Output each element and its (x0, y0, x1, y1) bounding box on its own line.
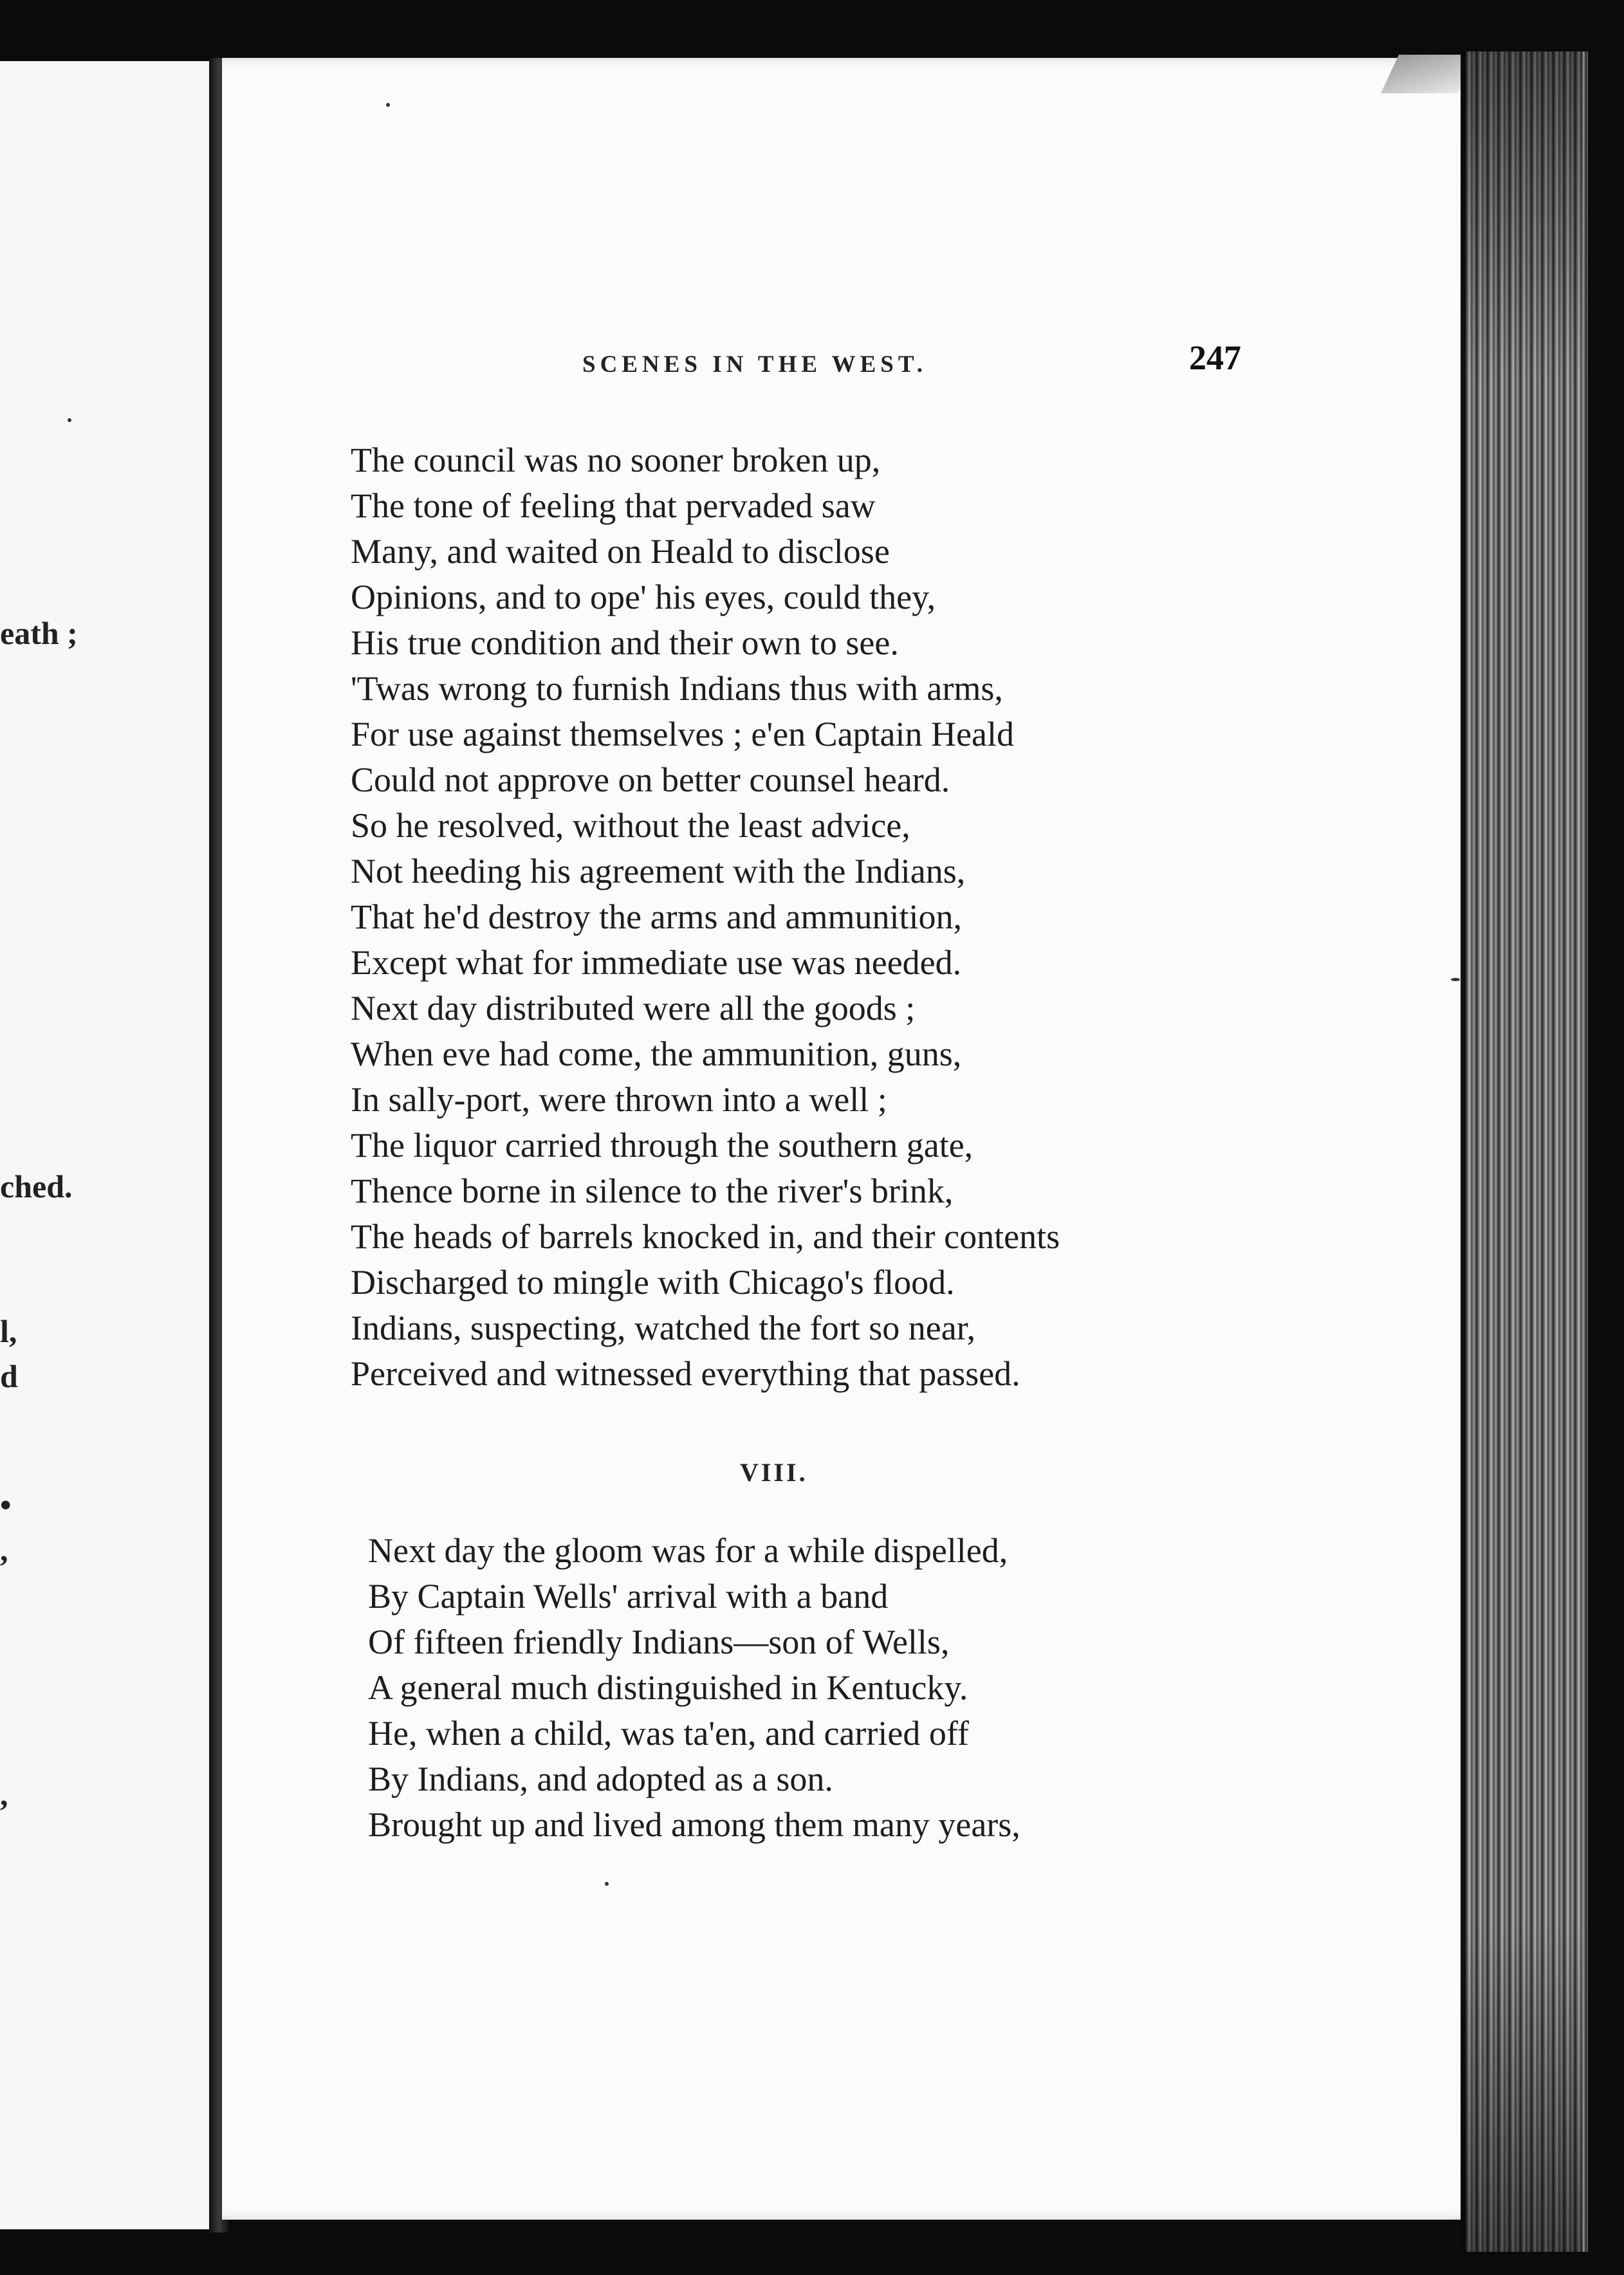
paper-speck (1451, 978, 1460, 981)
left-page-fragment: d (0, 1358, 18, 1394)
left-page-fragment: • (0, 1487, 12, 1523)
left-page-fragment: , (0, 1776, 8, 1812)
poem-line: The heads of barrels knocked in, and their contents (351, 1217, 1060, 1256)
poem-line: When eve had come, the ammunition, guns, (351, 1035, 962, 1073)
poem-line: That he'd destroy the arms and ammunition, (351, 898, 963, 936)
paper-speck (68, 418, 71, 422)
poem-line: The council was no sooner broken up, (351, 441, 881, 479)
poem-line: Perceived and witnessed everything that passed. (351, 1354, 1020, 1393)
poem-line: Not heeding his agreement with the Indians, (351, 852, 966, 890)
poem-line: Opinions, and to ope' his eyes, could they, (351, 578, 936, 616)
page-number: 247 (1189, 338, 1241, 377)
poem-line: Brought up and lived among them many years, (368, 1805, 1020, 1844)
left-page-fragment: ched. (0, 1168, 73, 1204)
section-numeral: VIII. (740, 1458, 808, 1487)
paper-speck (386, 103, 390, 107)
left-page-fragment: eath ; (0, 615, 78, 651)
poem-line: The liquor carried through the southern gate, (351, 1126, 973, 1165)
poem-line: The tone of feeling that pervaded saw (351, 486, 876, 525)
running-head: SCENES IN THE WEST. (582, 351, 928, 378)
poem-line: Many, and waited on Heald to disclose (351, 532, 890, 571)
left-page-fragment: l, (0, 1313, 17, 1349)
poem-line: Of fifteen friendly Indians—son of Wells, (368, 1623, 950, 1661)
poem-line: By Indians, and adopted as a son. (368, 1760, 833, 1798)
stanza-2 (368, 1528, 1020, 1848)
poem-line: In sally-port, were thrown into a well ; (351, 1080, 887, 1119)
poem-line: Discharged to mingle with Chicago's flood. (351, 1263, 955, 1302)
poem-line: He, when a child, was ta'en, and carried off (368, 1714, 969, 1753)
poem-line: By Captain Wells' arrival with a band (368, 1577, 889, 1616)
left-facing-page (0, 61, 219, 2229)
poem-line: Could not approve on better counsel heard. (351, 760, 950, 799)
poem-line: Indians, suspecting, watched the fort so near, (351, 1309, 976, 1347)
poem-line: Next day the gloom was for a while dispelled, (368, 1531, 1008, 1570)
poem-line: Except what for immediate use was needed. (351, 943, 962, 982)
book-edge-shadow (1461, 51, 1583, 2252)
paper-speck (605, 1882, 609, 1886)
poem-line: So he resolved, without the least advice, (351, 806, 910, 845)
poem-line: For use against themselves ; e'en Captain Heald (351, 715, 1014, 753)
poem-line: His true condition and their own to see. (351, 623, 899, 662)
left-page-fragment: , (0, 1532, 8, 1568)
poem-line: A general much distinguished in Kentucky. (368, 1668, 968, 1707)
poem-line: Next day distributed were all the goods ; (351, 989, 916, 1027)
stanza-1 (351, 438, 1060, 1397)
poem-line: 'Twas wrong to furnish Indians thus with arms, (351, 669, 1003, 708)
poem-line: Thence borne in silence to the river's brink, (351, 1172, 954, 1210)
